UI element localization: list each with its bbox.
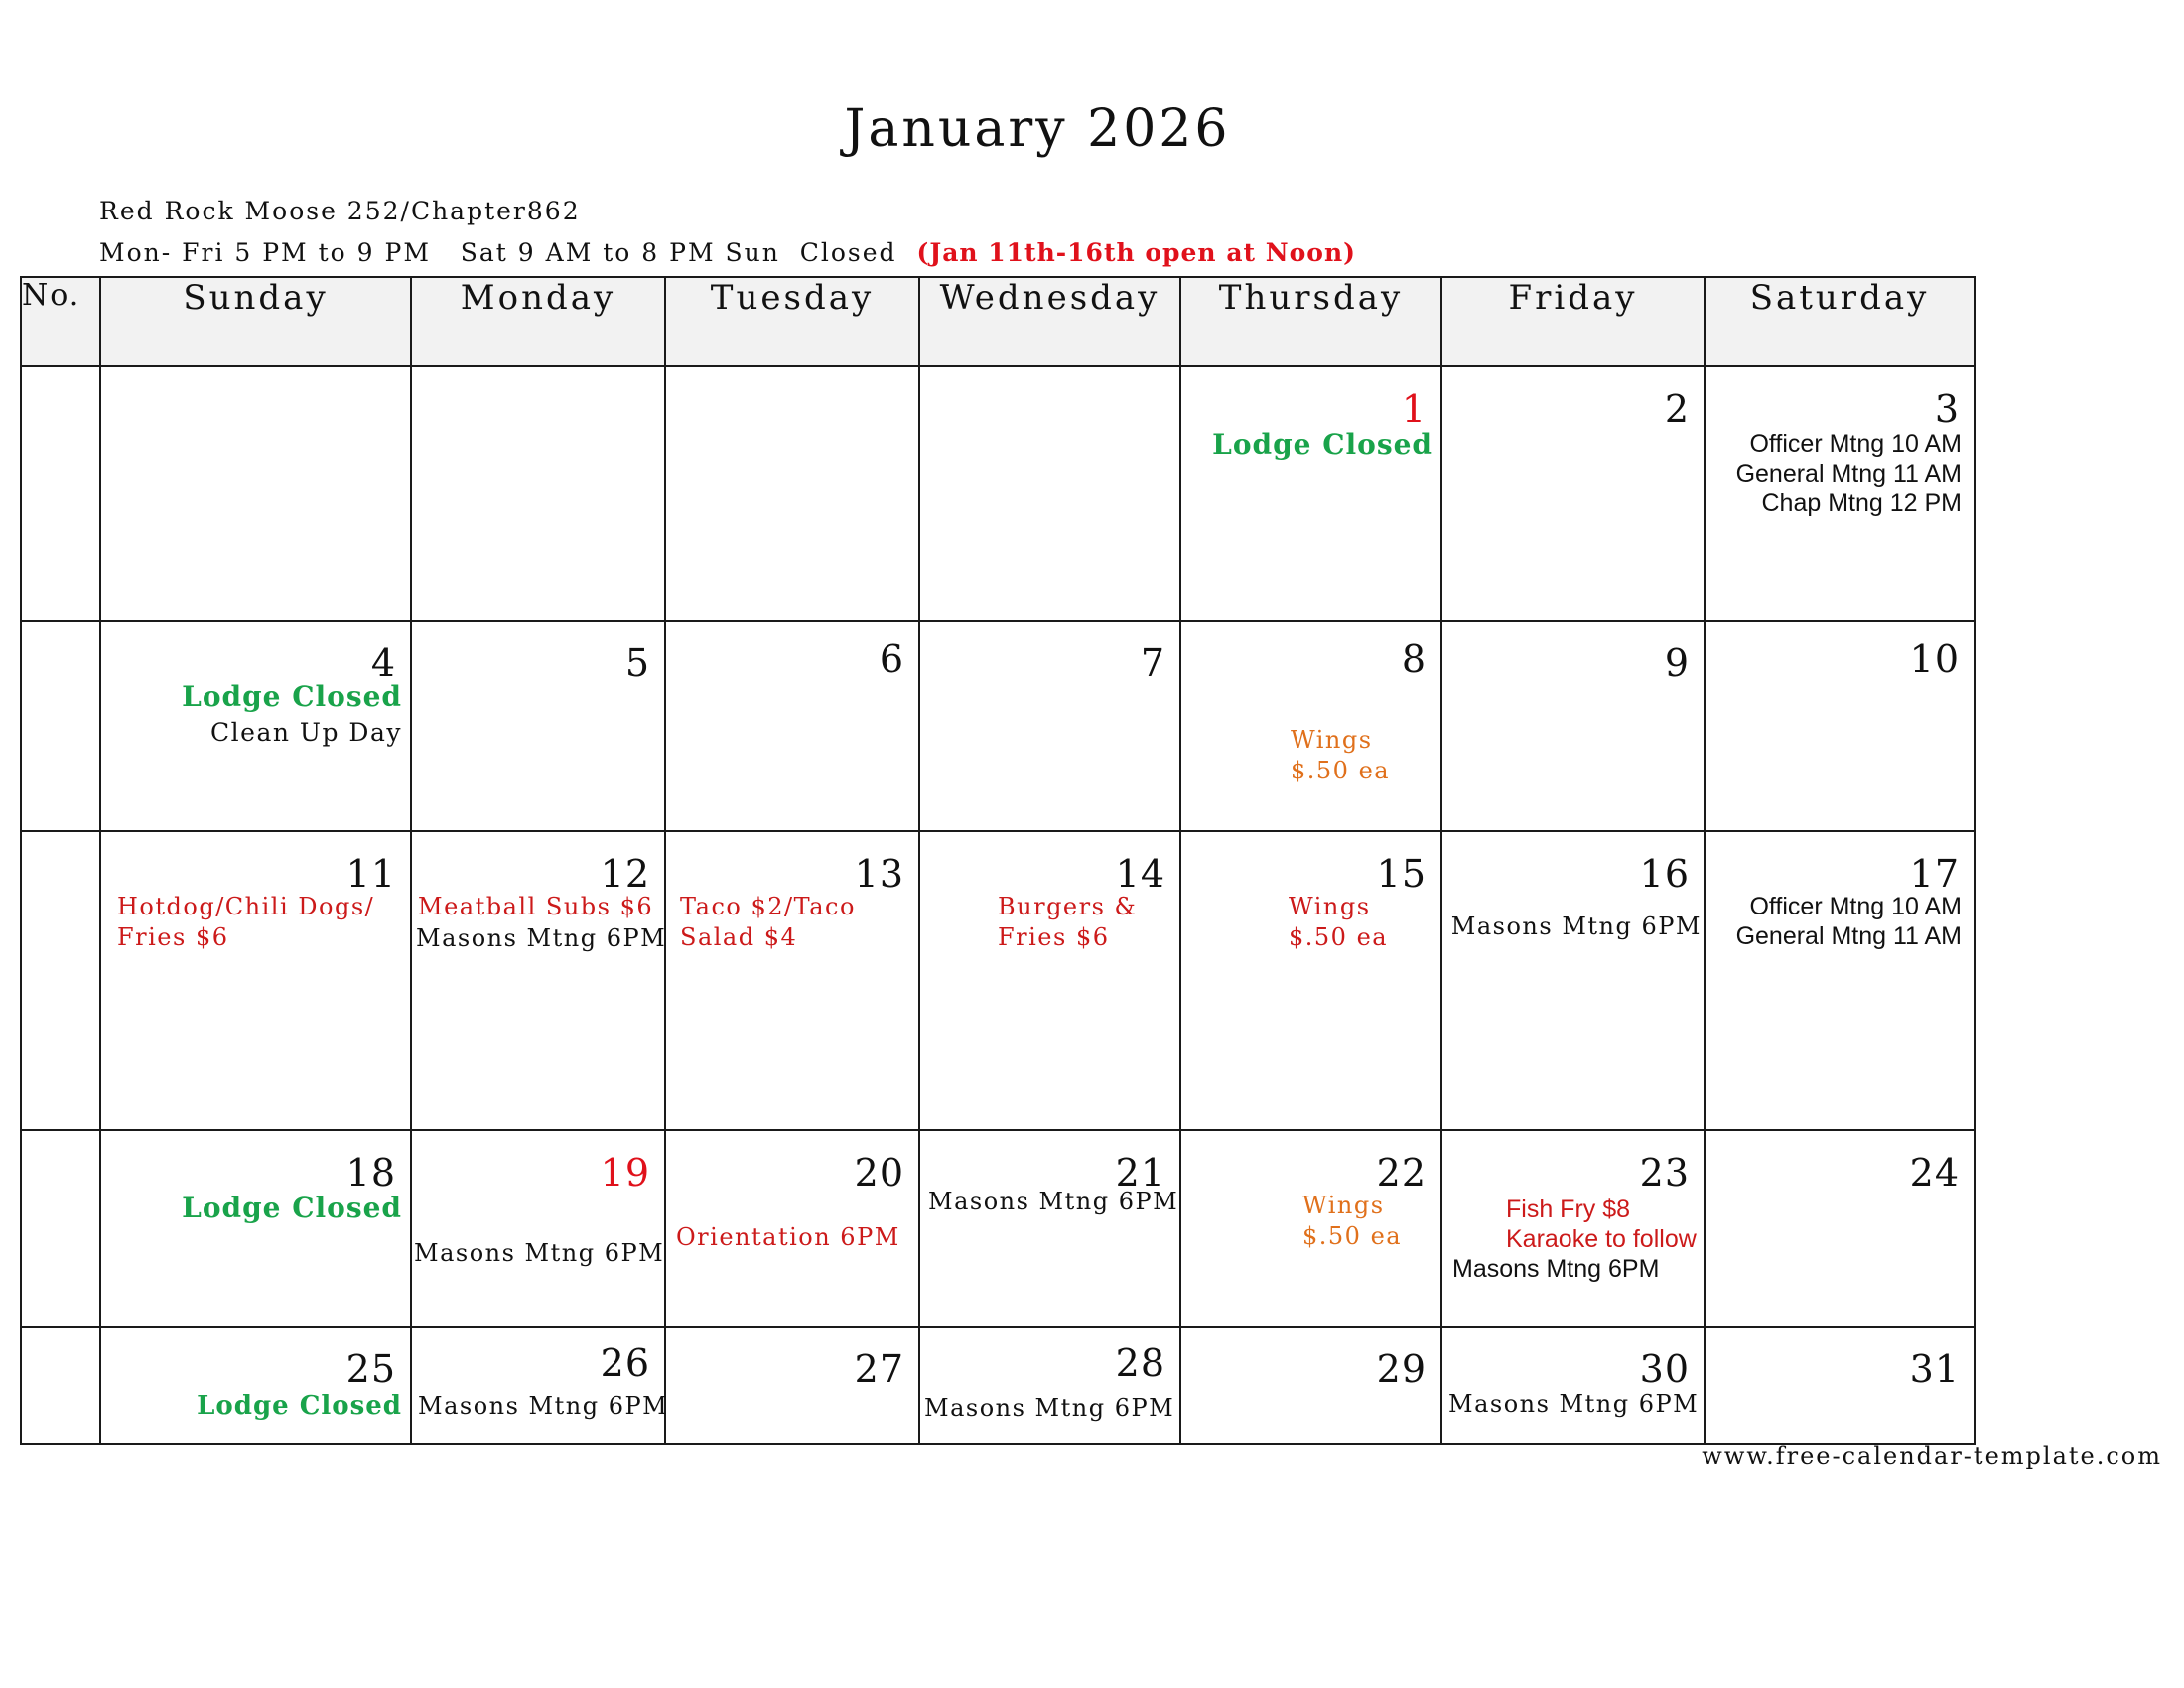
day-number: 5 [624, 641, 650, 685]
event-text: Masons Mtng 6PM [1450, 913, 1702, 940]
week-row-5 [21, 1327, 1975, 1444]
event-text: Masons Mtng 6PM [1448, 1390, 1700, 1418]
day-number: 4 [370, 641, 396, 685]
day-number: 2 [1664, 387, 1690, 431]
day-number: 26 [600, 1341, 650, 1385]
event-text: Officer Mtng 10 AM General Mtng 11 AM Chap Mtng 12 PM [1735, 430, 1962, 517]
day-cell [1180, 1130, 1441, 1327]
week-number-cell [21, 1130, 100, 1327]
day-number: 17 [1909, 852, 1960, 896]
day-header-monday: Monday [411, 277, 665, 366]
week-row-3 [21, 831, 1975, 1130]
day-cell [919, 831, 1180, 1130]
day-number: 11 [345, 852, 396, 896]
hours-text: Mon- Fri 5 PM to 9 PM Sat 9 AM to 8 PM Sun Closed [99, 238, 897, 267]
event-text: Orientation 6PM [676, 1223, 900, 1251]
event-text: Lodge Closed [1212, 428, 1433, 461]
event-text: Masons Mtng 6PM [418, 1392, 669, 1420]
day-cell [1441, 621, 1705, 831]
event-text: Lodge Closed [182, 680, 402, 713]
day-number: 21 [1115, 1151, 1165, 1195]
day-cell [100, 1130, 411, 1327]
event-text: Clean Up Day [210, 718, 402, 747]
day-number: 14 [1115, 852, 1165, 896]
day-number: 15 [1376, 852, 1427, 896]
event-text: Wings $.50 ea [1302, 1192, 1403, 1250]
day-number: 29 [1376, 1347, 1427, 1391]
day-cell [1180, 621, 1441, 831]
event-text: Masons Mtng 6PM [924, 1394, 1175, 1422]
calendar-title: January 2026 [844, 99, 1231, 159]
day-header-sunday: Sunday [100, 277, 411, 366]
event-text: Lodge Closed [182, 1192, 402, 1224]
day-cell [1180, 831, 1441, 1130]
day-header-friday: Friday [1441, 277, 1705, 366]
week-row-4 [21, 1130, 1975, 1327]
event-text: Masons Mtng 6PM [928, 1188, 1179, 1215]
week-number-header: No. [21, 277, 100, 366]
day-cell [100, 1327, 411, 1444]
event-text: Burgers & Fries $6 [998, 893, 1138, 951]
day-number: 25 [345, 1347, 396, 1391]
day-number: 12 [600, 852, 650, 896]
day-number: 28 [1115, 1341, 1165, 1385]
day-number: 19 [600, 1151, 650, 1195]
event-text: Hotdog/Chili Dogs/ Fries $6 [117, 893, 375, 951]
day-number: 3 [1934, 387, 1960, 431]
day-number: 27 [854, 1347, 904, 1391]
day-number: 1 [1401, 387, 1427, 431]
day-number: 18 [345, 1151, 396, 1195]
day-cell [665, 1130, 919, 1327]
day-cell [665, 1327, 919, 1444]
day-cell [1441, 366, 1705, 621]
day-cell [411, 1130, 665, 1327]
day-cell [411, 1327, 669, 1444]
week-number-cell [21, 366, 100, 621]
day-cell [1705, 1327, 1975, 1444]
event-text: Wings $.50 ea [1289, 893, 1389, 951]
day-cell [100, 831, 411, 1130]
hours-line [99, 238, 1356, 267]
day-number: 20 [854, 1151, 904, 1195]
day-cell [1705, 1130, 1975, 1327]
day-number: 31 [1909, 1347, 1960, 1391]
week-row-1 [21, 366, 1975, 621]
day-cell [1441, 831, 1705, 1130]
event-text: Meatball Subs $6 [418, 893, 654, 920]
event-text: Masons Mtng 6PM [416, 924, 667, 952]
day-cell [919, 1130, 1180, 1327]
event-text: Taco $2/Taco Salad $4 [680, 893, 856, 951]
event-text: Wings $.50 ea [1291, 726, 1391, 784]
day-header-wednesday: Wednesday [919, 277, 1180, 366]
day-number: 24 [1909, 1151, 1960, 1195]
day-number: 7 [1140, 641, 1165, 685]
day-cell [665, 621, 919, 831]
day-header-tuesday: Tuesday [665, 277, 919, 366]
hours-note: (Jan 11th-16th open at Noon) [916, 238, 1356, 267]
day-cell [1705, 621, 1975, 831]
organization-name: Red Rock Moose 252/Chapter862 [99, 197, 581, 225]
day-number: 6 [879, 637, 904, 681]
day-cell [1180, 1327, 1441, 1444]
day-number: 23 [1639, 1151, 1690, 1195]
day-number: 30 [1639, 1347, 1690, 1391]
day-number: 8 [1401, 637, 1427, 681]
event-text: Fish Fry $8 Karaoke to follow [1506, 1196, 1697, 1253]
week-number-cell [21, 621, 100, 831]
day-cell [1441, 1327, 1705, 1444]
day-cell [1180, 366, 1441, 621]
header-row [21, 277, 1975, 366]
day-number: 16 [1639, 852, 1690, 896]
day-cell [1441, 1130, 1705, 1327]
week-number-cell [21, 1327, 100, 1444]
day-number: 9 [1664, 641, 1690, 685]
event-text: Lodge Closed [197, 1391, 402, 1421]
day-cell [100, 366, 411, 621]
week-row-2 [21, 621, 1975, 831]
day-cell [919, 621, 1180, 831]
day-number: 22 [1376, 1151, 1427, 1195]
day-number: 13 [854, 852, 904, 896]
day-cell [100, 621, 411, 831]
day-cell [665, 831, 919, 1130]
day-cell [1705, 366, 1975, 621]
day-cell [1705, 831, 1975, 1130]
day-cell [665, 366, 919, 621]
day-cell [919, 366, 1180, 621]
event-text: Officer Mtng 10 AM General Mtng 11 AM [1735, 893, 1962, 950]
day-header-saturday: Saturday [1705, 277, 1975, 366]
event-text: Masons Mtng 6PM [1452, 1255, 1660, 1283]
day-cell [411, 831, 665, 1130]
day-cell [411, 366, 665, 621]
event-text: Masons Mtng 6PM [414, 1239, 665, 1267]
day-cell [411, 621, 665, 831]
day-number: 10 [1909, 637, 1960, 681]
day-header-thursday: Thursday [1180, 277, 1441, 366]
day-cell [919, 1327, 1180, 1444]
calendar-grid [20, 276, 1976, 1445]
footer-website: www.free-calendar-template.com [1702, 1442, 2162, 1470]
week-number-cell [21, 831, 100, 1130]
